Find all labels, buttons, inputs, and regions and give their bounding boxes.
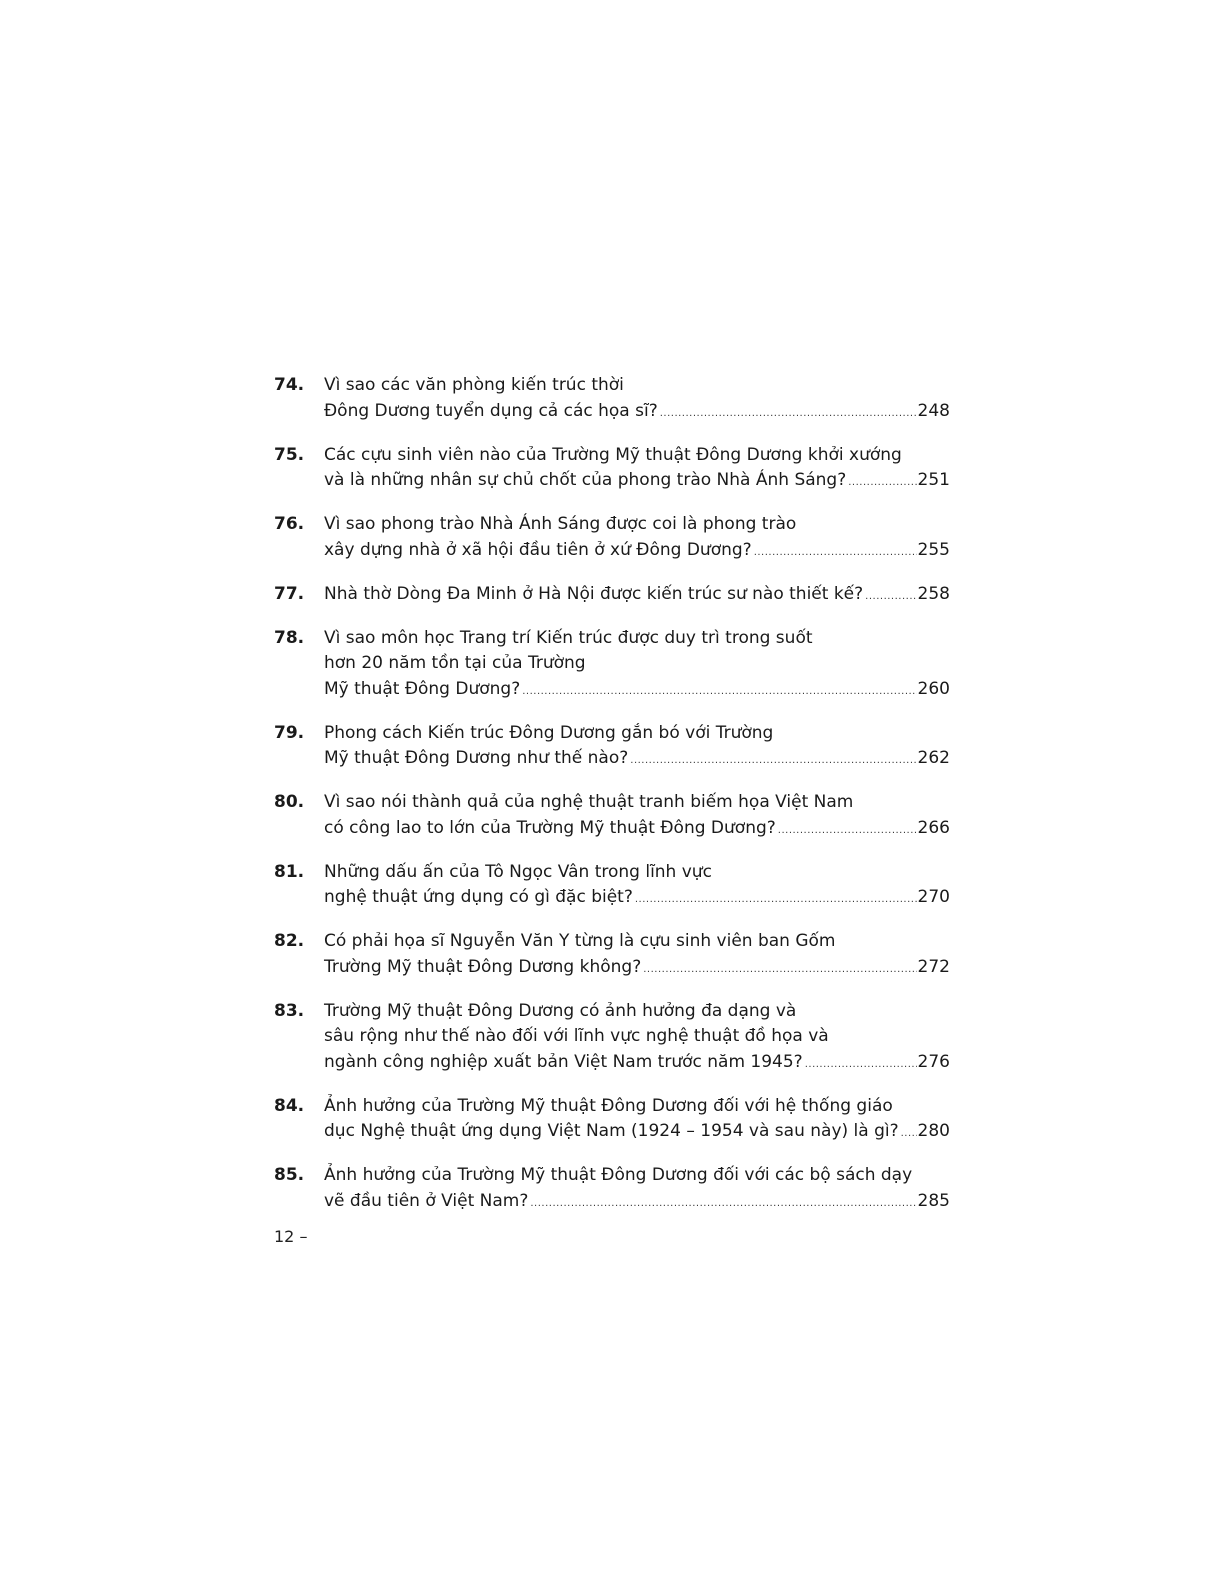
- title-line: Trường Mỹ thuật Đông Dương có ảnh hưởng đa dạng và: [324, 1000, 797, 1021]
- entry-title: [324, 1163, 950, 1216]
- title-line: Phong cách Kiến trúc Đông Dương gắn bó với Trường: [324, 722, 774, 743]
- entry-number: 74.: [274, 375, 305, 395]
- dot-leader: [643, 957, 916, 983]
- entry-title: [324, 626, 950, 705]
- toc-entry: [274, 373, 950, 426]
- title-last-line: [324, 399, 950, 427]
- dot-leader: [522, 679, 916, 705]
- entry-number: 83.: [274, 1000, 305, 1021]
- title-last-line: [324, 582, 950, 610]
- toc-entry: [274, 860, 950, 913]
- title-line: Vì sao môn học Trang trí Kiến trúc được duy trì trong suốt: [324, 627, 813, 648]
- page-number: 260: [917, 678, 950, 699]
- title-line: có công lao to lớn của Trường Mỹ thuật Đông Dương?: [324, 817, 776, 838]
- entry-number: 85.: [274, 1165, 305, 1185]
- entry-title: [324, 999, 950, 1078]
- dot-leader: [805, 1052, 917, 1078]
- title-line: Ảnh hưởng của Trường Mỹ thuật Đông Dương đối với hệ thống giáo: [324, 1095, 893, 1116]
- title-last-line: [324, 746, 950, 774]
- entry-number: 77.: [274, 583, 305, 604]
- entry-title: [324, 860, 950, 913]
- entry-number: 76.: [274, 514, 305, 534]
- page-number: 258: [917, 583, 950, 604]
- entry-title: [324, 443, 950, 496]
- toc-entry: [274, 999, 950, 1078]
- title-line: nghệ thuật ứng dụng có gì đặc biệt?: [324, 887, 633, 907]
- page-number: 285: [917, 1190, 950, 1211]
- dot-leader: [635, 887, 917, 913]
- toc-entry: [274, 1163, 950, 1216]
- title-line: Nhà thờ Dòng Đa Minh ở Hà Nội được kiến trúc sư nào thiết kế?: [324, 583, 864, 604]
- toc-entry: [274, 443, 950, 496]
- page-folio: 12 –: [274, 1227, 308, 1246]
- dot-leader: [865, 584, 916, 610]
- title-line: Các cựu sinh viên nào của Trường Mỹ thuật Đông Dương khởi xướng: [324, 444, 902, 465]
- title-last-line: [324, 1119, 950, 1147]
- title-line: ngành công nghiệp xuất bản Việt Nam trước năm 1945?: [324, 1051, 803, 1072]
- entry-number: 84.: [274, 1095, 305, 1116]
- title-line: Trường Mỹ thuật Đông Dương không?: [324, 956, 642, 977]
- title-line: Vì sao các văn phòng kiến trúc thời: [324, 375, 624, 395]
- entry-number: 79.: [274, 722, 305, 743]
- entry-title: [324, 790, 950, 843]
- title-last-line: [324, 1050, 950, 1078]
- table-of-contents: [274, 373, 950, 1233]
- entry-title: [324, 373, 950, 426]
- page-number: 266: [917, 817, 950, 838]
- title-line: và là những nhân sự chủ chốt của phong trào Nhà Ánh Sáng?: [324, 470, 847, 490]
- toc-entry: [274, 790, 950, 843]
- entry-title: [324, 512, 950, 565]
- entry-number: 82.: [274, 931, 305, 951]
- title-last-line: [324, 538, 950, 566]
- dot-leader: [754, 540, 917, 566]
- dot-leader: [630, 748, 916, 774]
- page-number: 270: [917, 887, 950, 907]
- title-line: vẽ đầu tiên ở Việt Nam?: [324, 1190, 529, 1211]
- dot-leader: [530, 1191, 916, 1217]
- toc-entry: [274, 721, 950, 774]
- entry-title: [324, 1094, 950, 1147]
- page-number: 272: [917, 956, 950, 977]
- title-line: hơn 20 năm tồn tại của Trường: [324, 653, 586, 673]
- title-line: sâu rộng như thế nào đối với lĩnh vực nghệ thuật đồ họa và: [324, 1026, 829, 1046]
- title-line: dục Nghệ thuật ứng dụng Việt Nam (1924 – 1954 và sau này) là gì?: [324, 1121, 899, 1141]
- page-number: 276: [917, 1051, 950, 1072]
- title-last-line: [324, 1189, 950, 1217]
- title-last-line: [324, 885, 950, 913]
- dot-leader: [778, 818, 917, 844]
- title-last-line: [324, 677, 950, 705]
- entry-number: 78.: [274, 627, 305, 648]
- toc-entry: [274, 1094, 950, 1147]
- toc-entry: [274, 626, 950, 705]
- page-number: 251: [917, 470, 950, 490]
- toc-entry: [274, 512, 950, 565]
- entry-title: [324, 721, 950, 774]
- title-last-line: [324, 468, 950, 496]
- title-last-line: [324, 955, 950, 983]
- dot-leader: [848, 470, 916, 496]
- title-line: Mỹ thuật Đông Dương?: [324, 678, 521, 699]
- title-line: Những dấu ấn của Tô Ngọc Vân trong lĩnh vực: [324, 861, 712, 882]
- page-number: 255: [917, 539, 950, 560]
- dot-leader: [901, 1121, 917, 1147]
- toc-entry: [274, 582, 950, 610]
- entry-title: [324, 929, 950, 982]
- title-line: Mỹ thuật Đông Dương như thế nào?: [324, 748, 629, 768]
- entry-number: 80.: [274, 792, 305, 812]
- title-line: Đông Dương tuyển dụng cả các họa sĩ?: [324, 400, 658, 421]
- title-line: Ảnh hưởng của Trường Mỹ thuật Đông Dương đối với các bộ sách dạy: [324, 1165, 913, 1185]
- title-line: Có phải họa sĩ Nguyễn Văn Y từng là cựu sinh viên ban Gốm: [324, 931, 836, 951]
- title-last-line: [324, 816, 950, 844]
- toc-entry: [274, 929, 950, 982]
- page-number: 248: [917, 400, 950, 421]
- page-number: 280: [917, 1121, 950, 1141]
- title-line: xây dựng nhà ở xã hội đầu tiên ở xứ Đông Dương?: [324, 539, 752, 560]
- entry-number: 81.: [274, 861, 305, 882]
- title-line: Vì sao phong trào Nhà Ánh Sáng được coi là phong trào: [324, 514, 797, 534]
- title-line: Vì sao nói thành quả của nghệ thuật tranh biếm họa Việt Nam: [324, 792, 854, 812]
- entry-title: [324, 582, 950, 610]
- dot-leader: [660, 401, 917, 427]
- entry-number: 75.: [274, 444, 305, 465]
- page-number: 262: [917, 748, 950, 768]
